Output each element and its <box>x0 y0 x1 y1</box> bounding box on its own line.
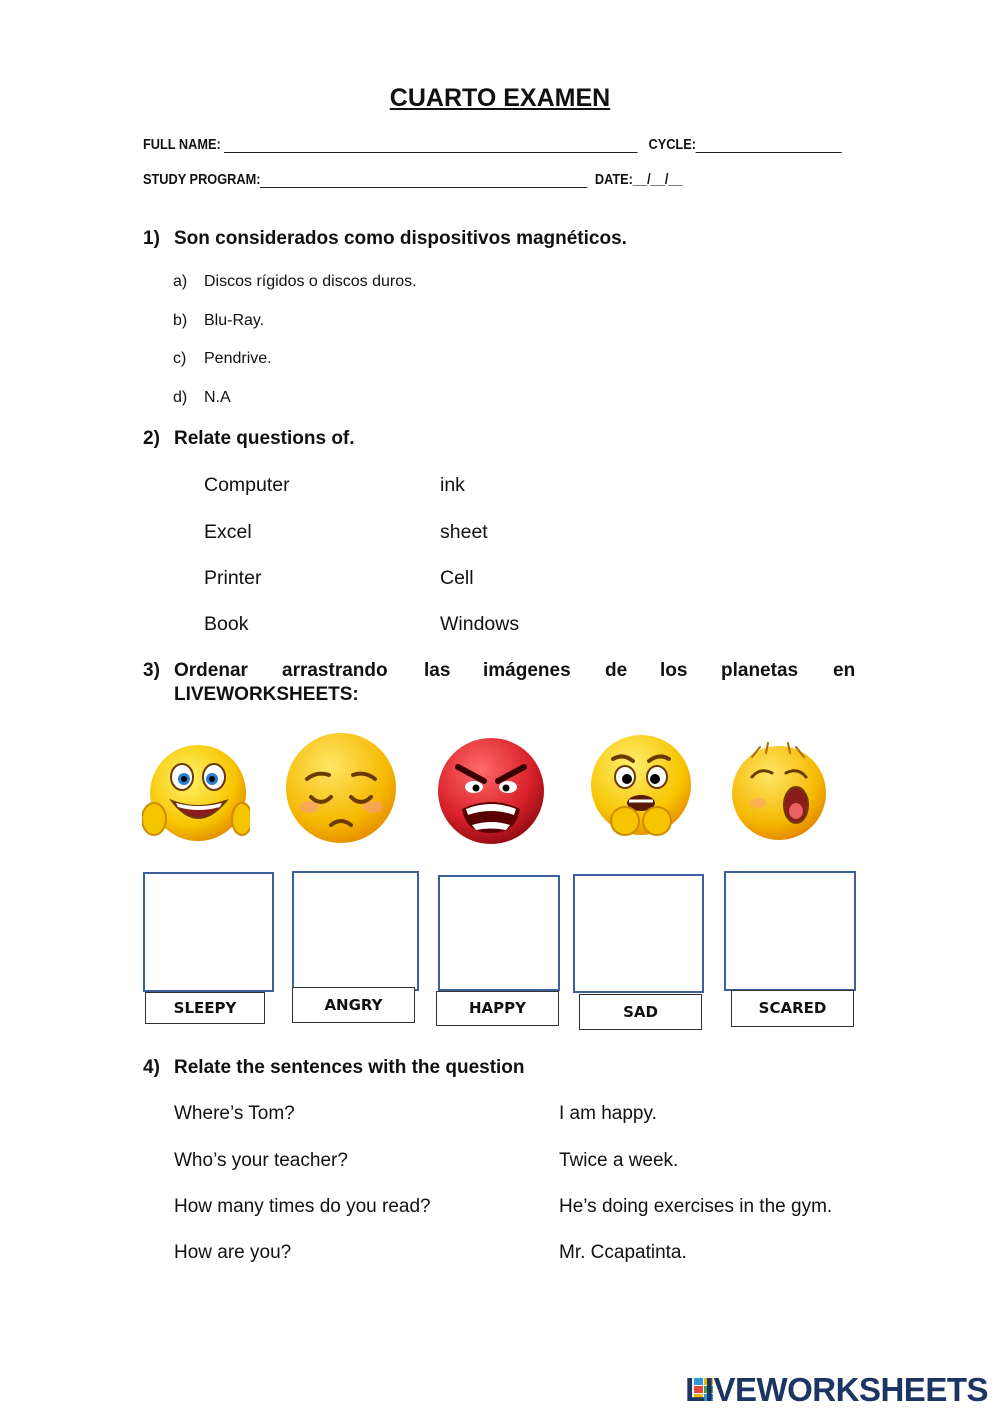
question-text: Relate questions of. <box>174 428 355 449</box>
option-d[interactable] <box>0 389 1000 409</box>
option-letter: c) <box>173 350 187 367</box>
question-number: 4) <box>143 1057 160 1078</box>
brand-logo-text: LIVEWORKSHEETS <box>685 1371 988 1408</box>
match-right-item[interactable]: Cell <box>440 567 474 589</box>
match-question-item[interactable]: How many times do you read? <box>174 1196 431 1217</box>
question-word: planetas <box>721 660 799 681</box>
question-word: Ordenar <box>174 660 248 681</box>
match-left-item[interactable]: Book <box>204 613 249 635</box>
question-text: Relate the sentences with the question <box>174 1057 525 1078</box>
page-title: CUARTO EXAMEN <box>389 84 611 112</box>
question-text: Son considerados como dispositivos magnéticos. <box>174 228 627 249</box>
emotion-label: ANGRY <box>292 987 415 1023</box>
option-text: N.A <box>204 389 231 406</box>
cycle-label: CYCLE: <box>648 137 696 153</box>
drop-box[interactable] <box>292 871 419 991</box>
study-program-label: STUDY PROGRAM: <box>143 172 261 188</box>
study-program-row <box>143 172 683 188</box>
match-left-item[interactable]: Excel <box>204 521 252 543</box>
match-question-item[interactable]: Who’s your teacher? <box>174 1150 348 1171</box>
drop-box[interactable] <box>438 875 560 991</box>
question-word: imágenes <box>483 660 571 681</box>
option-text: Blu-Ray. <box>204 312 265 329</box>
match-right-item[interactable]: ink <box>440 474 465 496</box>
option-letter: a) <box>173 273 188 290</box>
question-number: 2) <box>143 428 160 449</box>
emotion-label: SCARED <box>731 990 854 1027</box>
drop-box[interactable] <box>573 874 704 993</box>
option-c[interactable] <box>0 350 1000 370</box>
emotion-label: HAPPY <box>436 991 559 1026</box>
option-text: Discos rígidos o discos duros. <box>204 273 417 290</box>
question-number: 1) <box>143 228 160 249</box>
option-letter: b) <box>173 312 188 329</box>
match-right-item[interactable]: Windows <box>440 613 520 635</box>
question-4 <box>0 1057 1000 1081</box>
study-program-field[interactable] <box>260 173 587 188</box>
option-text: Pendrive. <box>204 350 272 367</box>
question-number: 3) <box>143 660 160 681</box>
emotion-label: SAD <box>579 994 702 1030</box>
full-name-row <box>143 137 842 153</box>
match-answer-item[interactable]: Mr. Ccapatinta. <box>559 1242 687 1263</box>
match-answer-item[interactable]: I am happy. <box>559 1103 657 1124</box>
question-2 <box>0 428 1000 452</box>
cycle-field[interactable] <box>696 138 842 153</box>
full-name-label: FULL NAME: <box>143 137 221 153</box>
match-answer-item[interactable]: He’s doing exercises in the gym. <box>559 1196 833 1217</box>
match-left-item[interactable]: Printer <box>204 567 262 589</box>
question-word: en <box>833 660 856 681</box>
question-1 <box>0 228 1000 252</box>
sad-face-icon[interactable] <box>285 731 397 845</box>
question-text-line2: LIVEWORKSHEETS: <box>174 684 359 705</box>
match-answer-item[interactable]: Twice a week. <box>559 1150 679 1171</box>
option-b[interactable] <box>0 312 1000 332</box>
question-word: las <box>424 660 451 681</box>
drop-box[interactable] <box>724 871 856 991</box>
question-word: arrastrando <box>282 660 388 681</box>
question-3 <box>0 660 1000 684</box>
option-a[interactable] <box>0 273 1000 293</box>
match-right-item[interactable]: sheet <box>440 521 488 543</box>
date-field[interactable]: DATE:__/__/__ <box>594 172 683 188</box>
full-name-field[interactable] <box>224 138 638 153</box>
scared-face-icon[interactable] <box>587 733 695 841</box>
question-word: de <box>605 660 628 681</box>
emotion-label: SLEEPY <box>145 992 265 1024</box>
match-left-item[interactable]: Computer <box>204 474 290 496</box>
match-question-item[interactable]: Where’s Tom? <box>174 1103 295 1124</box>
laughing-face-icon[interactable] <box>142 743 250 845</box>
sleepy-yawning-face-icon[interactable] <box>730 737 828 843</box>
question-word: los <box>660 660 688 681</box>
angry-face-icon[interactable] <box>436 737 546 845</box>
match-question-item[interactable]: How are you? <box>174 1242 292 1263</box>
drop-box[interactable] <box>143 872 274 992</box>
option-letter: d) <box>173 389 188 406</box>
